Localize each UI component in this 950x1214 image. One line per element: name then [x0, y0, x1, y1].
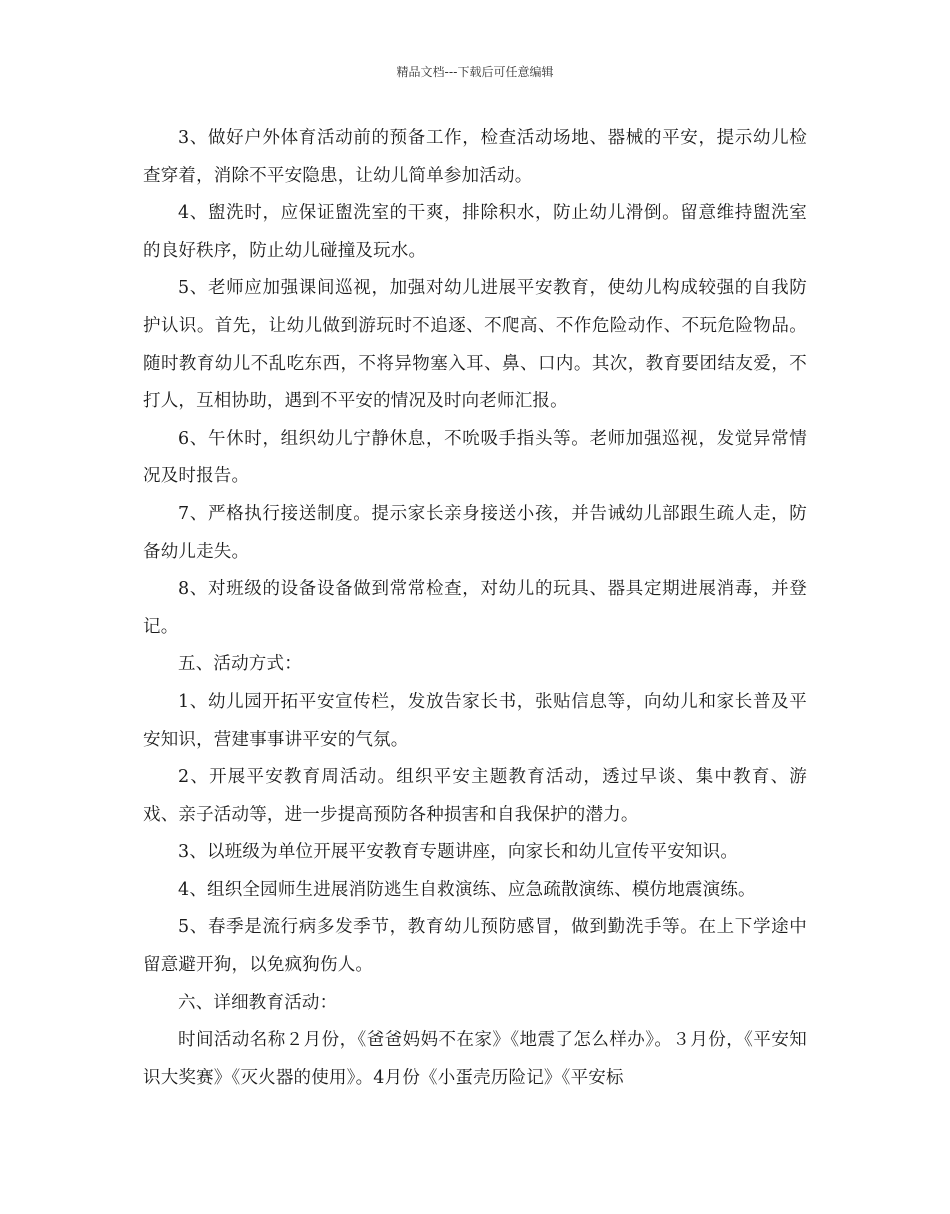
paragraph-item-3: 3、做好户外体育活动前的预备工作，检查活动场地、器械的平安，提示幼儿检查穿着，消除不平安隐患，让幼儿简单参加活动。 — [143, 128, 807, 186]
paragraph-item-7: 7、严格执行接送制度。提示家长亲身接送小孩，并告诫幼儿部跟生疏人走，防备幼儿走失。 — [143, 503, 807, 562]
method-item-2: 2、开展平安教育周活动。组织平安主题教育活动，透过早谈、集中教育、游戏、亲子活动等，进一步提高预防各种损害和自我保护的潜力。 — [143, 767, 807, 825]
method-item-3: 3、以班级为单位开展平安教育专题讲座，向家长和幼儿宣传平安知识。 — [178, 842, 739, 863]
paragraph-item-6: 6、午休时，组织幼儿宁静休息，不吮吸手指头等。老师加强巡视，发觉异常情况及时报告。 — [143, 428, 807, 487]
schedule-paragraph: 时间活动名称２月份，《爸爸妈妈不在家》《地震了怎么样办》。３月份，《平安知识大奖赛》《灭火器的使用》。4月份《小蛋壳历险记》《平安标 — [143, 1030, 807, 1088]
document-body — [143, 120, 807, 1097]
method-item-1: 1、幼儿园开拓平安宣传栏，发放告家长书，张贴信息等，向幼儿和家长普及平安知识，营建事事讲平安的气氛。 — [143, 691, 807, 750]
paragraph-item-5: 5、老师应加强课间巡视，加强对幼儿进展平安教育，使幼儿构成较强的自我防护认识。首先，让幼儿做到游玩时不追逐、不爬高、不作危险动作、不玩危险物品。随时教育幼儿不乱吃东西，不将异物塞入耳、鼻、口内。其次，教育要团结友爱，不打人，互相协助，遇到不平安的情况及时向老师汇报。 — [143, 278, 807, 412]
paragraph-item-4: 4、盥洗时，应保证盥洗室的干爽，排除积水，防止幼儿滑倒。留意维持盥洗室的良好秩序，防止幼儿碰撞及玩水。 — [143, 203, 807, 261]
paragraph-item-8: 8、对班级的设备设备做到常常检查，对幼儿的玩具、器具定期进展消毒，并登记。 — [143, 579, 807, 637]
method-item-5: 5、春季是流行病多发季节，教育幼儿预防感冒，做到勤洗手等。在上下学途中留意避开狗，以免疯狗伤人。 — [143, 917, 807, 976]
section-heading-activity-methods: 五、活动方式： — [178, 654, 302, 675]
method-item-4: 4、组织全园师生进展消防逃生自救演练、应急疏散演练、模仿地震演练。 — [178, 879, 756, 900]
page-header: 精品文档---下载后可任意编辑 — [396, 65, 554, 79]
section-heading-detailed-activities: 六、详细教育活动： — [178, 992, 338, 1013]
